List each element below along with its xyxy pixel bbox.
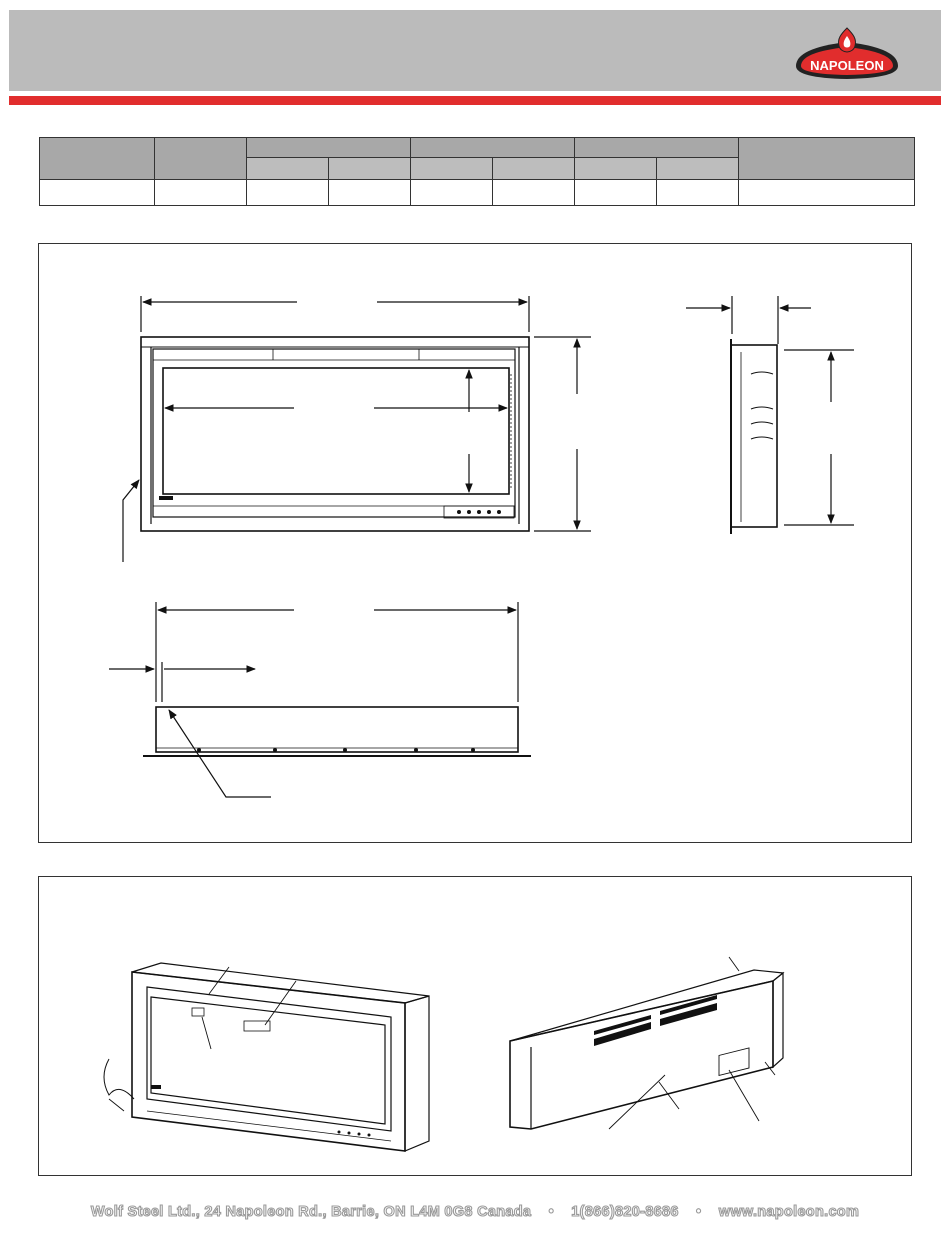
table-subheader-cell — [329, 158, 411, 180]
accent-bar — [9, 96, 941, 105]
table-header-group — [247, 138, 411, 158]
table-cell — [657, 180, 739, 206]
isometric-panel — [38, 876, 912, 1176]
footer-phone: 1(866)820-8686 — [571, 1204, 679, 1220]
table-cell — [247, 180, 329, 206]
napoleon-logo — [790, 26, 904, 82]
table-cell — [40, 180, 155, 206]
front-isometric-view — [132, 963, 429, 1151]
footer — [0, 1204, 950, 1220]
specification-table — [39, 137, 915, 206]
table-cell — [329, 180, 411, 206]
table-cell — [155, 180, 247, 206]
table-subheader-cell — [247, 158, 329, 180]
footer-website-link[interactable]: www.napoleon.com — [718, 1204, 860, 1220]
table-subheader-cell — [411, 158, 493, 180]
table-subheader-cell — [493, 158, 575, 180]
table-header-cell — [155, 138, 247, 180]
table-header-group — [411, 138, 575, 158]
front-view — [141, 337, 529, 531]
footer-address: Wolf Steel Ltd., 24 Napoleon Rd., Barrie, ON L4M 0G8 Canada — [90, 1204, 532, 1220]
table-subheader-cell — [575, 158, 657, 180]
table-cell — [493, 180, 575, 206]
logo-text: NAPOLEON — [810, 58, 884, 73]
back-isometric-view — [510, 970, 783, 1129]
footer-separator: • — [548, 1204, 554, 1220]
table-row — [40, 180, 915, 206]
footer-separator: • — [696, 1204, 702, 1220]
table-subheader-cell — [657, 158, 739, 180]
table-cell — [411, 180, 493, 206]
table-header-cell — [739, 138, 915, 180]
table-cell — [575, 180, 657, 206]
isometric-drawing — [39, 877, 911, 1175]
table-header-group — [575, 138, 739, 158]
side-view — [731, 339, 777, 534]
table-cell — [739, 180, 915, 206]
dimensions-drawing — [39, 244, 911, 842]
table-header-cell — [40, 138, 155, 180]
dimensions-panel — [38, 243, 912, 843]
